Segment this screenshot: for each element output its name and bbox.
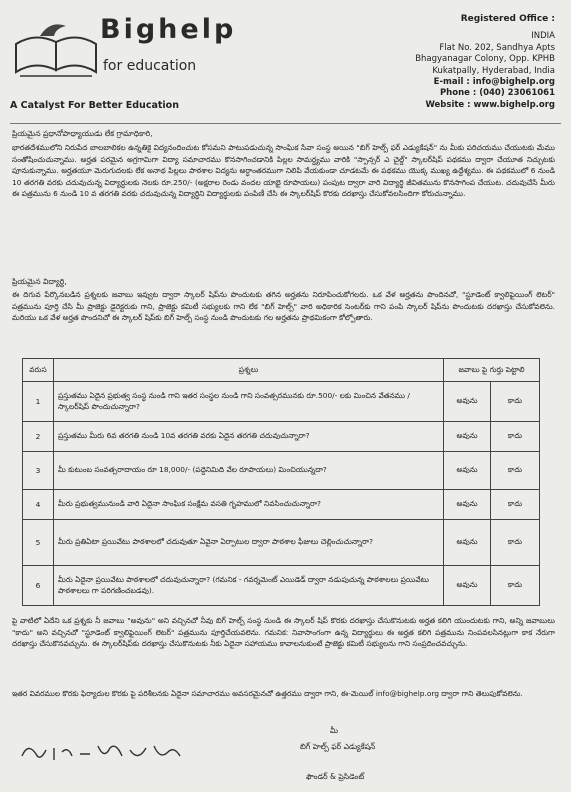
- table-row: [23, 422, 540, 452]
- signer-title: ఫౌండర్ & ప్రెసిడెంట్: [306, 772, 365, 781]
- answer-yes[interactable]: అవును: [444, 382, 491, 422]
- office-email: E-mail : info@bighelp.org: [433, 77, 555, 88]
- org-name: బిగ్ హెల్ప్ ఫర్ ఎడ్యుకేషన్: [300, 742, 376, 751]
- col-header-question: ప్రశ్నలు: [54, 359, 444, 382]
- questions-table: [22, 358, 540, 606]
- col-header-answer: జవాబు పై గుర్తు పెట్టాలి: [444, 359, 540, 382]
- table-row: [23, 520, 540, 566]
- salutation-student: ప్రియమైన విద్యార్థి,: [12, 277, 67, 286]
- answer-yes[interactable]: అవును: [444, 566, 491, 606]
- closing-text: మీ: [330, 726, 339, 735]
- office-title: Registered Office :: [460, 14, 555, 24]
- office-website: Website : www.bighelp.org: [425, 99, 555, 110]
- row-number: 4: [23, 490, 54, 520]
- question-text: మీరు ప్రభుత్వమునుండి వారి ఏదైనా సాంఘిక సంక్షేమ వసతి గృహములో నివసించుచున్నారా?: [54, 490, 444, 520]
- registered-office: [345, 14, 555, 111]
- col-header-num: వరుస: [23, 359, 54, 382]
- office-line: Kukatpally, Hyderabad, India: [432, 65, 555, 76]
- answer-yes[interactable]: అవును: [444, 452, 491, 490]
- office-line: Flat No. 202, Sandhya Apts: [439, 42, 555, 53]
- question-text: ప్రస్తుతము మీరు 6వ తరగతి నుండి 10వ తరగతి వరకు ఏదైన తరగతి చదువుచున్నారా?: [54, 422, 444, 452]
- intro-paragraph: భారతదేశములోని నిరుపేద బాలబాలికల ఉన్నతికై విద్యనందించుట కోసమని పాటుపడుచున్న సాంఘిక సేవా సంస్థ అయిన "బిగ్ హెల్ప్ ఫర్ ఎడ్యుకేషన్" ను మీకు పరిచయము చేయుటకు మేము సంతోషించుచున్నాము. అర్హత పరమైన అగ్రగామిగా విద్యా సమాచారము కొనసాగించడానికి పిల్లల సామర్థ్యము వారికి "స్పాన్సర్ ఎ చైల్డ్" స్కాలర్‌షిప్ పథకము ద్వారా చేయూత నిచ్చుటకు పూనుకున్నాము. అర్హతయూ మెరుగుదలకు లేక అనాథ పిల్లలు పాఠశాల విద్యను అర్ధాంతరముగా నిలిపి వేయకుండా చూడటమే ఈ పథకము యొక్క ముఖ్య ఉద్దేశ్యము. ఈ పథకములో 6 నుండి 10 తరగతి వరకు చదువుచున్న విద్యార్థులకు నెలకు రూ.250/- (అక్షరాల రెండు వందల యాభై రూపాయలు) పంపుట ద్వారా వారి విద్యార్థి జీవితమును కొనసాగింప చేయుట. చదువుచేసే మీరు ఈ పత్రమును 6 నుండి 10 వ తరగతి వరకు చదువుచున్న విద్యార్థిని విద్యార్థులకు పంపిణీ చేసి ఈ స్కాలర్‌షిప్ కొరకు దరఖాస్తు చేసుకోవలసిందిగా కోరుచున్నాము.: [12, 143, 555, 199]
- brand-subtitle: for education: [103, 58, 197, 74]
- salutation-parent: ప్రియమైన ప్రధానోపాధ్యాయుడు లేక గ్రామాధికారి,: [12, 129, 153, 138]
- eligibility-paragraph: పై వాటిలో ఏదేని ఒక ప్రశ్నకు నీ జవాబు "అవును" అని వచ్చినచో నీవు బిగ్ హెల్ప్ సంస్థ నుండి ఈ స్కాలర్ షిప్ కొరకు దరఖాస్తు చేసుకొనుటకు అర్హత కలిగి యుందుటకు గాని, అన్ని జవాబులు "కాదు" అని వచ్చినచో "స్టూడెంట్ క్వాలిఫైయింగ్ లెటర్" పత్రమును పూర్తిచేయవలెను. గమనిక: నివాసాంగంగా ఉన్న విద్యార్థులు ఈ అర్హత కలిగి పత్రమును నింపవలసినట్లుగా కాక నేరుగా దరఖాస్తు చేసుకొనవచ్చును. ఈ స్కాలర్‌షిప్‌కు దరఖాస్తు చేసుకొనుటకు నీకు ఏదైనా సహాయము కావాలనుకుంటే ప్రాజెక్టు కమిటీ సభ్యులను గాని సంప్రదించవచ్చును.: [12, 616, 555, 649]
- book-bird-logo-icon: [10, 14, 105, 84]
- answer-no[interactable]: కాదు: [491, 382, 540, 422]
- office-line: Bhagyanagar Colony, Opp. KPHB: [415, 54, 555, 65]
- table-header-row: [23, 359, 540, 382]
- question-text: మీరు ఏదైనా ప్రయివేటు పాఠశాలలో చదువుచున్నారా? (గమనిక - గవర్నమెంట్ ఎయిడెడ్ ద్వారా నడుపుచున్న పాఠశాలలు ప్రయివేటు పాఠశాలలు గా పరిగణించబడవు).: [54, 566, 444, 606]
- office-phone: Phone : (040) 23061061: [439, 88, 555, 99]
- brand-name: Bighelp: [100, 14, 237, 45]
- table-row: [23, 452, 540, 490]
- row-number: 2: [23, 422, 54, 452]
- answer-yes[interactable]: అవును: [444, 520, 491, 566]
- question-text: మీ కుటుంబ సంవత్సరాదాయం రూ 18,000/- (పద్దెనిమిది వేల రూపాయలు) మించియున్నదా?: [54, 452, 444, 490]
- row-number: 6: [23, 566, 54, 606]
- answer-yes[interactable]: అవును: [444, 490, 491, 520]
- answer-no[interactable]: కాదు: [491, 490, 540, 520]
- answer-no[interactable]: కాదు: [491, 566, 540, 606]
- row-number: 1: [23, 382, 54, 422]
- row-number: 3: [23, 452, 54, 490]
- answer-no[interactable]: కాదు: [491, 422, 540, 452]
- instructions-paragraph: ఈ దిగువ పేర్కొనబడిన ప్రశ్నలకు జవాబు ఇవ్వుట ద్వారా స్కాలర్ షిప్‌ను పొందుటకు తగిన అర్హతను నిరూపించుకోగలరు. ఒక వేళ అర్హతను పొందినచో, "స్టూడెంట్ క్వాలిఫైయింగ్ లెటర్" పత్రమును పూర్తి చేసి మీ ప్రాజెక్టు డైరెక్టరుకు గాని, ప్రాజెక్టు కమిటీ సభ్యులకు గాని లేక "బిగ్ హెల్ప్" వారి అధికారిక సెంటర్‌కు గాని పంపి స్కాలర్ షిప్‌ను పొందుటకు దరఖాస్తు చేసుకోవలెను. మరియు ఒక వేళ అర్హత పొందనిచో ఈ స్కాలర్ షిప్‌కు బిగ్ హెల్ప్ సంస్థ నుండి పొందుటకు గల అర్హతను ప్రాథమికంగా కోల్పోతారు.: [12, 290, 555, 323]
- answer-no[interactable]: కాదు: [491, 452, 540, 490]
- table-row: [23, 490, 540, 520]
- question-text: ప్రస్తుతము ఏదైన ప్రభుత్వ సంస్థ నుండి గాని ఇతర సంస్థల నుండి గాని సంవత్సరమునకు రూ.500/- లకు మించిన వేతనము / స్కాలర్‌షిప్ పొందుచున్నారా?: [54, 382, 444, 422]
- handwritten-signature: [18, 738, 188, 766]
- header-divider: [10, 123, 561, 124]
- question-text: మీరు ప్రతిఏటా ప్రయివేటు పాఠశాలలో చదువుతూ ఏవైనా ఏర్పాటుల ద్వారా పాఠశాల ఫీజులు చెల్లించుచున్నారా?: [54, 520, 444, 566]
- office-line: INDIA: [531, 31, 555, 42]
- answer-yes[interactable]: అవును: [444, 422, 491, 452]
- table-row: [23, 566, 540, 606]
- row-number: 5: [23, 520, 54, 566]
- tagline: A Catalyst For Better Education: [10, 100, 179, 111]
- answer-no[interactable]: కాదు: [491, 520, 540, 566]
- table-row: [23, 382, 540, 422]
- contact-paragraph: ఇతర వివరముల కొరకు ఫిర్యాదుల కొరకు పై పరిశీలనకు ఏదైనా సమాచారము అవసరమైనచో ఉత్తరము ద్వారా గాని, ఈ-మెయిల్ info@bighelp.org ద్వారా గాని తెలుపుకోవలెను.: [12, 689, 523, 698]
